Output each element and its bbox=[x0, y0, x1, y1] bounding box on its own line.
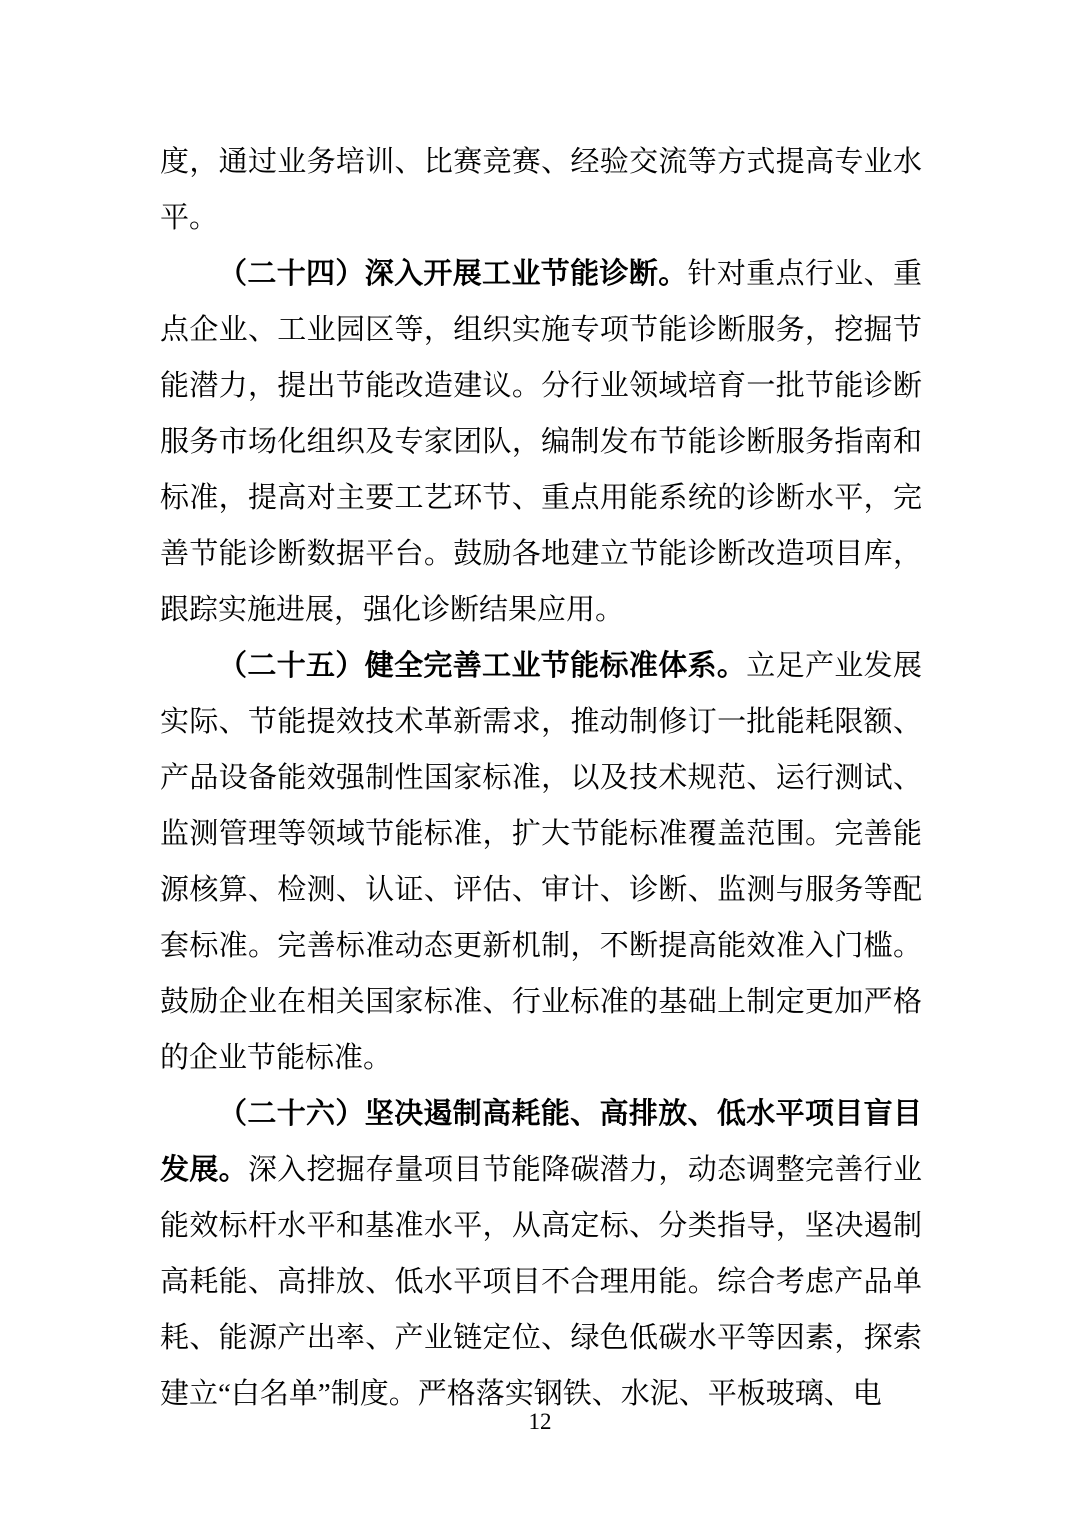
paragraph bbox=[160, 134, 922, 246]
paragraph-text: 立足产业发展实际、节能提效技术革新需求，推动制修订一批能耗限额、产品设备能效强制性国家标准，以及技术规范、运行测试、监测管理等领域节能标准，扩大节能标准覆盖范围。完善能源核算、检测、认证、评估、审计、诊断、监测与服务等配套标准。完善标准动态更新机制，不断提高能效准入门槛。鼓励企业在相关国家标准、行业标准的基础上制定更加严格的企业节能标准。 bbox=[160, 650, 922, 1074]
paragraph-text: 深入挖掘存量项目节能降碳潜力，动态调整完善行业能效标杆水平和基准水平，从高定标、分类指导，坚决遏制高耗能、高排放、低水平项目不合理用能。综合考虑产品单耗、能源产出率、产业链定位、绿色低碳水平等因素，探索建立“白名单”制度。严格落实钢铁、水泥、平板玻璃、电 bbox=[160, 1154, 922, 1410]
section-heading-text: （二十五）健全完善工业节能标准体系。 bbox=[218, 650, 747, 682]
section-heading-text: （二十六）坚决遏制高耗能、高排放、低水平项目盲目发展。 bbox=[160, 1098, 922, 1186]
paragraph bbox=[160, 246, 922, 638]
paragraph bbox=[160, 1086, 922, 1422]
document-body bbox=[160, 134, 922, 1422]
section-heading-text: （二十四）深入开展工业节能诊断。 bbox=[218, 258, 688, 290]
page-number: 12 bbox=[528, 1409, 552, 1434]
paragraph-text: 度，通过业务培训、比赛竞赛、经验交流等方式提高专业水平。 bbox=[160, 146, 922, 234]
paragraph bbox=[160, 638, 922, 1086]
paragraph-text: 针对重点行业、重点企业、工业园区等，组织实施专项节能诊断服务，挖掘节能潜力，提出节能改造建议。分行业领域培育一批节能诊断服务市场化组织及专家团队，编制发布节能诊断服务指南和标准，提高对主要工艺环节、重点用能系统的诊断水平，完善节能诊断数据平台。鼓励各地建立节能诊断改造项目库，跟踪实施进展，强化诊断结果应用。 bbox=[160, 258, 922, 626]
page-footer bbox=[0, 1408, 1080, 1436]
